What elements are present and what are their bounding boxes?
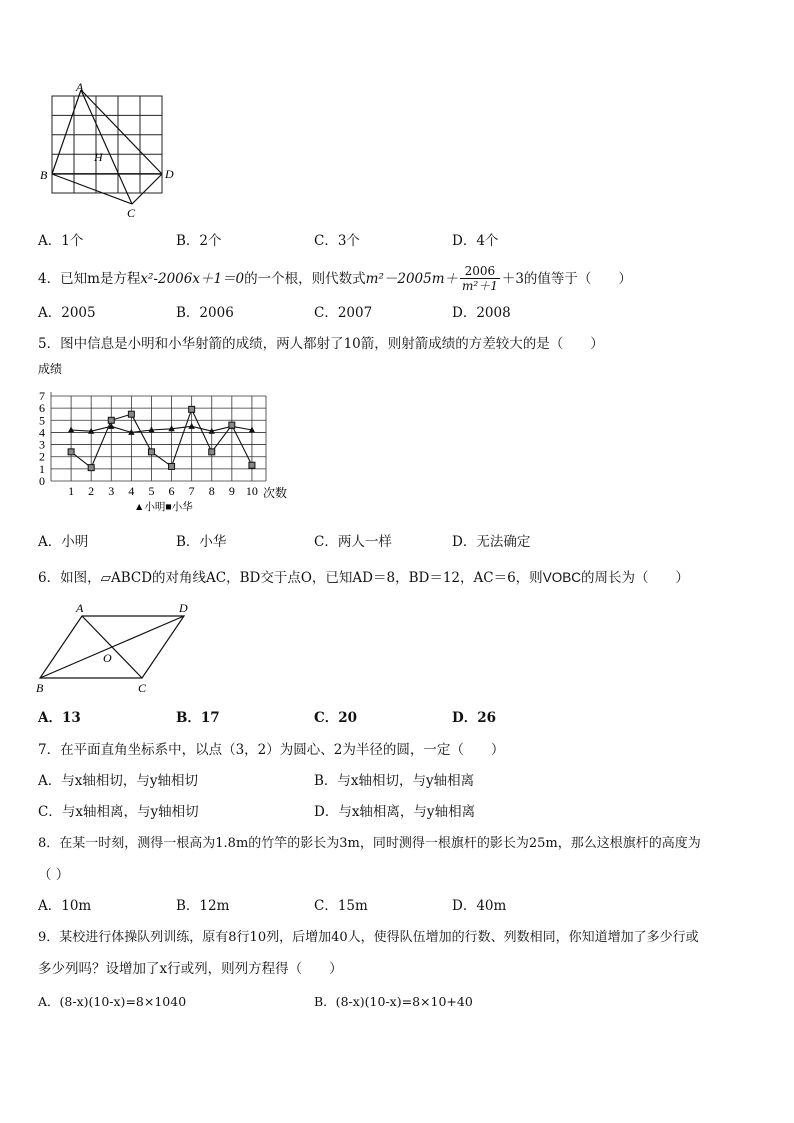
q7-option-c: C．与x轴相离，与y轴相切 bbox=[38, 804, 199, 820]
chart-y-axis-label: 成绩 bbox=[38, 362, 63, 376]
chart-point-square bbox=[229, 422, 235, 428]
q7-stem: 7．在平面直角坐标系中，以点（3，2）为圆心、2为半径的圆，一定（ ） bbox=[38, 742, 505, 758]
q8-option-d: D．40m bbox=[452, 898, 507, 914]
chart-x-tick-label: 10 bbox=[245, 484, 258, 498]
chart-y-tick-label: 6 bbox=[39, 401, 45, 416]
chart-point-square bbox=[148, 449, 154, 455]
q5-line-chart bbox=[30, 360, 300, 515]
q4-fraction-denominator: m²＋1 bbox=[462, 279, 498, 293]
q9-stem-line2: 多少列吗？设增加了x行或列，则列方程得（ ） bbox=[38, 961, 343, 977]
q5-option-a: A．小明 bbox=[38, 534, 89, 550]
chart-series-line-1 bbox=[71, 426, 252, 432]
chart-legend: ▲小明■小华 bbox=[134, 502, 193, 513]
q3-grid-lines bbox=[52, 96, 162, 193]
q6-label-b: B bbox=[36, 681, 44, 695]
chart-point-triangle bbox=[68, 427, 74, 433]
chart-x-tick-label: 9 bbox=[228, 484, 235, 498]
chart-y-tick-label: 7 bbox=[39, 389, 45, 403]
q6-triangle: VOBC bbox=[542, 570, 581, 585]
q8-stem-line1: 8．在某一时刻，测得一根高为1.8m的竹竿的影长为3m，同时测得一根旗杆的影长为25m，那么这根旗杆的高度为 bbox=[38, 836, 701, 851]
q8-option-b: B．12m bbox=[176, 898, 230, 914]
chart-x-tick-label: 1 bbox=[68, 484, 75, 498]
q6-label-a: A bbox=[76, 601, 84, 615]
q4-suffix: ＋3的值等于（ ） bbox=[501, 271, 632, 287]
q6-option-c: C．20 bbox=[314, 710, 358, 726]
q4-option-c: C．2007 bbox=[314, 305, 373, 321]
chart-y-tick-label: 3 bbox=[39, 437, 45, 452]
q8-option-c: C．15m bbox=[314, 898, 368, 914]
chart-y-tick-label: 5 bbox=[39, 413, 45, 428]
q3-label-d: D bbox=[165, 167, 174, 181]
q3-label-h: H bbox=[94, 150, 103, 164]
chart-point-square bbox=[209, 449, 215, 455]
q3-label-c: C bbox=[127, 206, 136, 220]
chart-x-axis-label: 次数 bbox=[263, 486, 288, 500]
q3-figure-segments bbox=[52, 90, 162, 204]
chart-x-tick-label: 6 bbox=[168, 484, 175, 498]
q5-option-b: B．小华 bbox=[176, 534, 227, 550]
q6-option-a: A．13 bbox=[38, 710, 81, 726]
q9-stem-line1: 9．某校进行体操队列训练，原有8行10列，后增加40人，使得队伍增加的行数、列数相同，你知道增加了多少行或 bbox=[38, 930, 699, 945]
q3-grid-figure bbox=[36, 80, 186, 220]
q6-option-b: B．17 bbox=[176, 710, 220, 726]
q5-option-d: D．无法确定 bbox=[452, 534, 531, 550]
q4-prefix: 4．已知m是方程 bbox=[38, 271, 141, 287]
q3-option-d: D．4个 bbox=[452, 233, 499, 249]
chart-y-tick-label: 2 bbox=[39, 449, 45, 464]
q6-prefix: 6．如图，▱ABCD的对角线AC，BD交于点O，已知AD＝8，BD＝12，AC＝6，则 bbox=[38, 570, 543, 586]
q4-equation: x²-2006x＋1＝0 bbox=[140, 271, 245, 287]
chart-point-square bbox=[88, 465, 94, 471]
q4-fraction-numerator: 2006 bbox=[460, 264, 500, 279]
chart-x-tick-label: 2 bbox=[88, 484, 95, 498]
chart-point-square bbox=[169, 463, 175, 469]
q4-fraction bbox=[460, 264, 500, 293]
q6-label-c: C bbox=[138, 681, 147, 695]
q6-option-d: D．26 bbox=[452, 710, 496, 726]
chart-x-tick-label: 7 bbox=[188, 484, 195, 498]
q6-label-d: D bbox=[179, 601, 188, 615]
q3-label-a: A bbox=[76, 80, 84, 94]
chart-point-triangle bbox=[188, 423, 194, 429]
q8-option-a: A．10m bbox=[38, 898, 92, 914]
q3-option-a: A．1个 bbox=[38, 233, 84, 249]
chart-point-square bbox=[128, 411, 134, 417]
q4-option-a: A．2005 bbox=[38, 305, 96, 321]
q4-middle: 的一个根，则代数式 bbox=[244, 271, 366, 287]
chart-point-square bbox=[108, 417, 114, 423]
q3-label-b: B bbox=[40, 168, 48, 182]
chart-point-square bbox=[189, 406, 195, 412]
q6-stem bbox=[38, 566, 689, 586]
chart-point-square bbox=[249, 462, 255, 468]
q3-option-c: C．3个 bbox=[314, 233, 360, 249]
q6-suffix: 的周长为（ ） bbox=[580, 570, 689, 586]
q4-option-d: D．2008 bbox=[452, 305, 511, 321]
q4-option-b: B．2006 bbox=[176, 305, 234, 321]
q4-expression: m²－2005m＋ bbox=[365, 271, 459, 287]
q3-option-b: B．2个 bbox=[176, 233, 222, 249]
chart-x-tick-label: 4 bbox=[128, 484, 135, 498]
chart-y-tick-label: 1 bbox=[39, 461, 45, 476]
q6-parallelogram-figure bbox=[34, 600, 194, 696]
q5-stem: 5．图中信息是小明和小华射箭的成绩，两人都射了10箭，则射箭成绩的方差较大的是（ ） bbox=[38, 336, 604, 352]
q7-option-a: A．与x轴相切，与y轴相切 bbox=[38, 773, 198, 789]
q7-option-d: D．与x轴相离，与y轴相离 bbox=[314, 804, 476, 820]
q5-option-c: C．两人一样 bbox=[314, 534, 392, 550]
chart-y-tick-label: 4 bbox=[39, 425, 45, 440]
chart-series-line-2 bbox=[71, 409, 252, 467]
q4-stem bbox=[38, 265, 632, 294]
q9-option-b: B．(8-x)(10-x)=8×10+40 bbox=[314, 994, 473, 1009]
q6-label-o: O bbox=[103, 651, 112, 665]
chart-x-tick-label: 5 bbox=[148, 484, 155, 498]
q7-option-b: B．与x轴相切，与y轴相离 bbox=[314, 773, 475, 789]
chart-point-square bbox=[68, 449, 74, 455]
q9-option-a: A．(8-x)(10-x)=8×1040 bbox=[38, 994, 187, 1009]
chart-x-tick-label: 8 bbox=[208, 484, 215, 498]
q8-stem-line2: （ ） bbox=[38, 867, 70, 883]
chart-y-tick-label: 0 bbox=[39, 474, 45, 488]
chart-x-tick-label: 3 bbox=[108, 484, 115, 498]
